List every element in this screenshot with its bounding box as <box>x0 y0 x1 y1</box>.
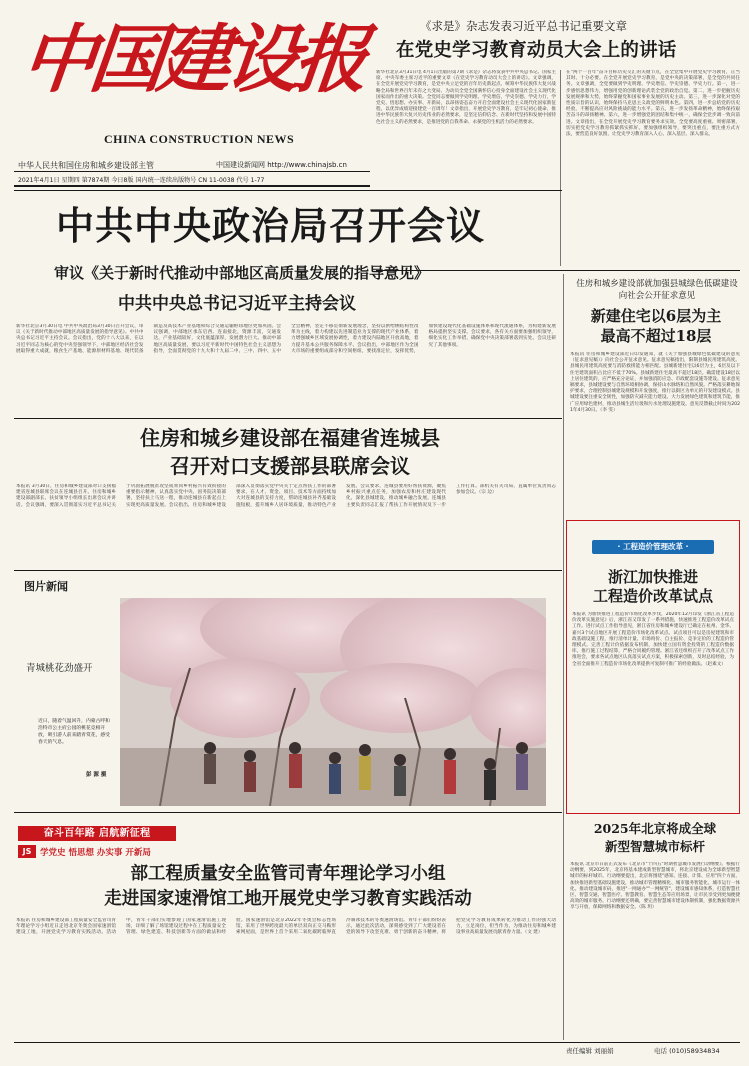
campaign-body: 本报讯 住房和城乡建设部工程质量安全监管司青年理论学习小组近日走进北京冬奥会国家速滑馆建设工地，开展党史学习教育实践活动。活动中，青年干部们实地参观了国家速滑馆施工现场，详细了解了场馆建设过程中在工程质量安全管理、绿色建造、科技创新等方面的做法和经验。国家速滑馆是北京2022年冬奥会标志性场馆，采用了世界跨度最大的单层双向正交马鞍形索网屋面，是世界上首个采用二氧化碳跨临界直冷制冰技术的冬奥速滑场馆。青年干部们纷纷表示，通过此次活动，深刻感受到了广大建设者在党的领导下攻坚克难、勇于创新的奋斗精神，将把党史学习教育成果转化为推动工作的强大动力，立足岗位，担当作为，为推动住房和城乡建设事业高质量发展贡献青春力量。（文 建） <box>16 918 556 936</box>
lead-rule-bottom <box>14 418 562 419</box>
side1-kicker: 住房和城乡建设部就加强县城绿色低碳建设向社会公开征求意见 <box>576 279 738 301</box>
lead-subhead: 审议《关于新时代推动中部地区高质量发展的指导意见》 <box>54 264 430 282</box>
photo-caption: 近日，随着气温回升，内蒙古呼和浩特市公主府公园的桃花竞相开放，吸引游人前来踏青赏花，感受春天的气息。 <box>38 719 110 745</box>
reform-body: 本报讯 为加快推进工程造价市场化改革步伐，2020年12月印发《浙江省工程造价改革实施意见》后，浙江省又印发了一系列措施，快速推进工程造价改革试点工作。进行试点工作指导意见，浙江省住房和城乡建设厅已确定在杭州、金华、嘉兴3个试点地区开展工程造价市场化改革试点。试点项目可以是房屋建筑和市政基础设施工程，推行清单计量、市场询价、自主报价、竞争定价的工程造价管理模式。完善工程计价依据发布机制，加快建立国有资金投资的工程造价数据库。推行施工过程结算，严格合同履约管理。浙江省还组织召开了改革试点工作推进会，要求各试点地区认真落实试点方案，积极探索创新，及时总结经验，为全省全面推开工程造价市场化改革提供可复制可推广的经验做法。（赵素文） <box>572 612 734 667</box>
masthead-rule-bottom <box>14 185 370 187</box>
top-right-rule <box>376 270 740 271</box>
masthead-dateline: 2021年4月1日 星期四 第7874期 今日8版 国内统一连续出版物号 CN 11-0038 代号 1-77 <box>18 177 265 184</box>
top-body-right: 在"两个一百年"奋斗目标历史交汇的关键节点，在全党集中开展党史学习教育，正当其时、十分必要。在全党开展党史学习教育，是党中央的决策部署，是全党的共同任务。文章强调，全党要做到学史明理、学史增信、学史崇德、学史力行。第一，进一步感悟思想伟力，增强用党的创新理论武装全党的政治自觉。第二，进一步把握历史发展规律和大势，始终掌握党和国家事业发展的历史主动。第三，进一步深化对党的性质宗旨的认识，始终保持马克思主义政党的鲜明本色。第四，进一步总结党的历史经验，不断提高应对风险挑战的能力水平。第五，进一步发扬革命精神，始终保持艰苦奋斗的昂扬精神。第六，进一步增强党的团结和集中统一，确保全党步调一致向前进。文章指出，在全党开展党史学习教育要务求实效。全党要高度重视、周密部署，切实把党史学习教育抓紧抓实抓好。要加强组织领导，要突出重点，要注重方式方法，要营造良好氛围，让党史学习教育深入人心、深入基层、深入群众。 <box>566 70 740 138</box>
footer-phone: 电话 (010)58934834 <box>654 1047 720 1055</box>
masthead <box>17 10 367 160</box>
masthead-english: CHINA CONSTRUCTION NEWS <box>104 132 295 146</box>
second-body: 本报讯 3月30日，住房和城乡建设部对口支援福建省连城县联席会议在连城县召开。住房和城乡建设部副部长、扶贫领导小组组长出席会议并讲话。会议强调，要深入贯彻落实习近平总书记关于巩固拓展脱贫攻坚成果同乡村振兴有效衔接的重要指示精神，认真落实党中央、国务院决策部署，坚持扶上马送一程，推动连城县在新起点上实现更高质量发展。会议指出，住房和城乡建设部深入贯彻落实党中央关于定点帮扶工作的部署要求，在人才、资金、项目、技术等方面持续加大对连城县的支持力度，帮助连城县补齐基础设施短板，提升城乡人居环境质量，推动特色产业发展。会议要求，连城县要用好帮扶资源，聚焦乡村振兴重点任务，加强农房和村庄建设现代化，深化县城建设，推动城乡融合发展。连城县主要负责同志汇报了帮扶工作开展情况及下一步工作打算。部机关有关司局、直属单位负责同志参加会议。（宗 边） <box>16 484 556 508</box>
side1-body: 本报讯 住房和城乡建设部近日印发通知，就《关于加强县城绿色低碳建设的意见（征求意见稿）》向社会公开征求意见。征求意见稿指出，限制县城民用建筑高度。县城民用建筑高度要与消防救援能力相匹配。县城新建住宅以6层为主，6层及以下住宅建筑面积占比应不低于70%。县城新建住宅最高不超过18层。确需建设18层以上居住建筑的，应严格充分论证，并加强消防应急、市政配套设施等建设。征求意见稿要求，县城建设要与自然环境相协调，保持山水脉络和自然风貌。严格落实耕地保护要求，合理控制县城建设规模和开发强度，推行以街区为单元的开发建设模式。县城建设要注重安全韧性，加强防灾减灾能力建设。大力发展绿色建筑和建筑节能，推广应用绿色建材，推动县城生活垃圾和污水处理设施建设。意见反馈截止时间为2021年4月30日。（李 雯） <box>570 352 740 413</box>
second-headline: 住房和城乡建设部在福建省连城县 召开对口支援部县联席会议 <box>140 426 440 478</box>
side2-body: 本报讯 北京市日前正式发布《北京市"十四五"时期智慧城市发展行动纲要》。根据行动纲要，到2025年，北京将基本建成新型智慧城市，将北京建设成为全球新型智慧城市的标杆城市。行动纲要提出，北京将围绕"感知、连接、计算、应用"四个方面，加快推进新型基础设施建设，推动城市管理精细化、城市服务智能化、城市运行一体化。推动建设城市码，推进"一网通办""一网统管"，建设城市感知体系，打造智慧社区、智慧交通、智慧医疗、智慧教育、智慧生态等应用场景，让市民享受到更加便捷高效的城市服务。行动纲要还明确，要完善智慧城市建设体制机制，强化数据资源共享与开放，保障网络和数据安全。（陈 玥） <box>570 862 740 911</box>
top-col-divider <box>560 70 561 266</box>
campaign-headline: 部工程质量安全监管司青年理论学习小组 走进国家速滑馆工地开展党史学习教育实践活动 <box>104 864 472 909</box>
top-headline: 在党史学习教育动员大会上的讲话 <box>396 40 677 61</box>
campaign-tag-text: 学党史 悟思想 办实事 开新局 <box>40 848 151 858</box>
reform-headline: 浙江加快推进 工程造价改革试点 <box>592 568 713 605</box>
column-divider <box>563 274 564 1040</box>
side1-headline: 新建住宅以6层为主 最高不超过18层 <box>590 307 722 345</box>
lead-rule-top <box>14 190 562 191</box>
lead-headline: 中共中央政治局召开会议 <box>56 203 486 248</box>
campaign-rule-top <box>14 812 562 813</box>
second-rule-bottom <box>14 570 562 571</box>
photo-image <box>120 598 546 806</box>
photo-section-label: 图片新闻 <box>24 580 68 593</box>
photo-title: 青城桃花劲盛开 <box>26 663 93 674</box>
lead-subhead2: 中共中央总书记习近平主持会议 <box>118 294 356 314</box>
masthead-title: 中国建设报 <box>17 17 367 103</box>
masthead-sponsor: 中华人民共和国住房和城乡建设部主管 <box>18 161 154 170</box>
photo-credit: 彭 源 摄 <box>86 772 107 778</box>
reform-tag: · 工程造价管理改革 · <box>592 540 714 554</box>
footer-editor: 责任编辑 刘丽娟 <box>566 1047 614 1055</box>
footer-rule <box>14 1042 740 1043</box>
lead-body: 新华社北京3月30日电 中共中央政治局3月30日召开会议，审议《关于新时代推动中部地区高质量发展的指导意见》。中共中央总书记习近平主持会议。会议指出，党的十八大以来，在以习近平同志为核心的党中央坚强领导下，中部地区经济社会发展取得重大成就，粮食生产基地、能源原材料基地、现代装备制造及高技术产业基地和综合交通运输枢纽地位更加巩固。会议强调，中部地区承东启西、连南接北，资源丰富，交通发达，产业基础较好，文化底蕴深厚，发展潜力巨大。推动中部地区高质量发展，要以习近平新时代中国特色社会主义思想为指导，全面贯彻党的十九大和十九届二中、三中、四中、五中全会精神，坚定不移贯彻新发展理念，坚持以供给侧结构性改革为主线，着力构建以先进制造业为支撑的现代产业体系，着力增强城乡区域发展协调性，着力建设内陆地区开放高地，着力提升基本公共服务保障水平。会议指出，中部地区作为全国大市场的重要组成部分和空间枢纽，要找准定位，发挥优势，加快建设现代化基础设施体系和现代流通体系，为构建新发展格局提供坚实支撑。会议要求，各有关方面要加强组织领导，细化实化工作举措，确保党中央决策部署落到实处。会议还研究了其他事项。 <box>16 324 556 354</box>
side2-headline: 2025年北京将成全球 新型智慧城市标杆 <box>593 821 717 854</box>
top-body-left: 新华社北京3月31日电 4月1日出版的第7期《求是》杂志将发表中共中央总书记、国家主席、中央军委主席习近平的重要文章《在党史学习教育动员大会上的讲话》。文章强调，在全党开展党史学习教育，是党中央立足党的百年历史新起点、统筹中华民族伟大复兴战略全局和世界百年未有之大变局、为动员全党全国满怀信心投身全面建设社会主义现代化国家而作出的重大决策。全党同志要做到学史明理、学史增信、学史崇德、学史力行，学党史、悟思想、办实事、开新局，以昂扬姿态奋力开启全面建设社会主义现代化国家新征程，以优异成绩迎接建党一百周年！文章指出，开展党史学习教育，是牢记初心使命、推进中华民族伟大复兴历史伟业的必然要求，是坚定信仰信念、在新时代坚持和发展中国特色社会主义的必然要求，是推进党的自我革命、永葆党的生机活力的必然要求。 <box>376 70 556 125</box>
campaign-tag-js: JS <box>18 845 36 858</box>
masthead-rule <box>14 171 370 172</box>
masthead-website[interactable]: 中国建设新闻网 http://www.chinajsb.cn <box>216 161 347 169</box>
campaign-banner: 奋斗百年路 启航新征程 <box>18 826 176 841</box>
top-kicker: 《求是》杂志发表习近平总书记重要文章 <box>420 19 627 33</box>
